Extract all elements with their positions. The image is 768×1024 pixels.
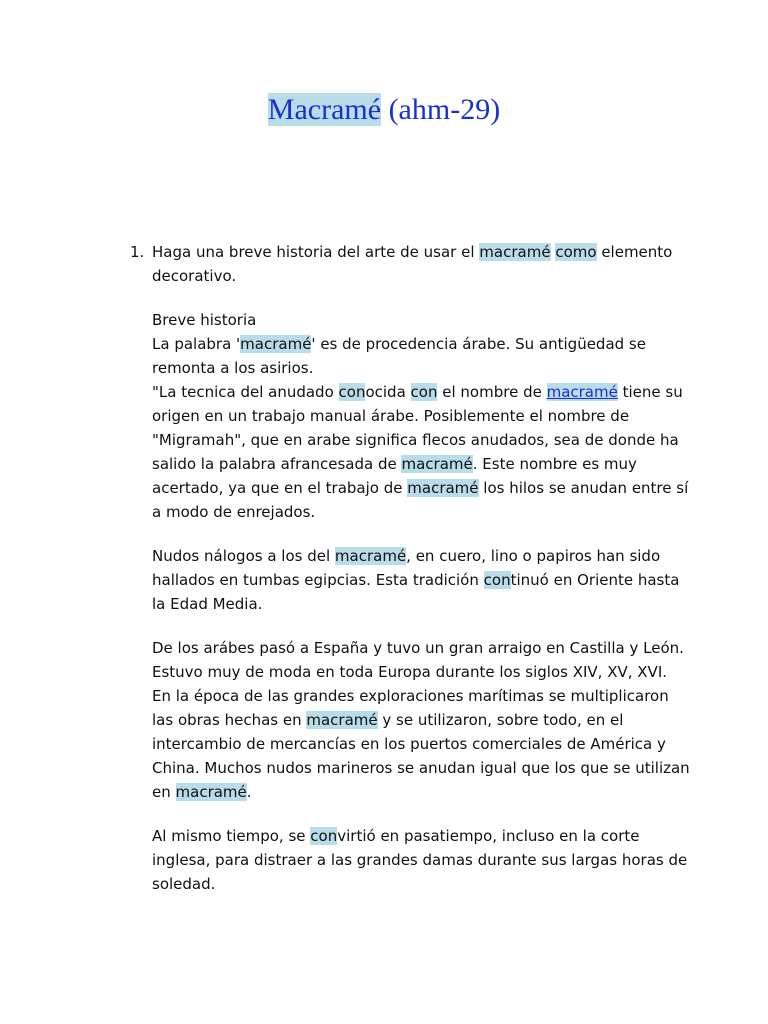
text-run: ocida (365, 383, 411, 401)
section-subheading: Breve historia (152, 311, 257, 329)
paragraph-egypt (152, 544, 690, 616)
search-highlight: macramé (407, 479, 479, 497)
text-run: . Este nombre es muy acertado, ya que en el trabajo de (152, 455, 637, 497)
numbered-list (130, 240, 690, 916)
search-highlight: con (310, 827, 338, 845)
question-text (152, 240, 690, 288)
question-part: elemento decorativo. (152, 243, 673, 285)
search-highlight: con (483, 571, 511, 589)
search-highlight: macramé (240, 335, 312, 353)
paragraph-pastime (152, 824, 690, 896)
paragraph-spain (152, 636, 690, 804)
text-run: los hilos se anudan entre sí a modo de enrejados. (152, 479, 689, 521)
macrame-link[interactable]: macramé (546, 383, 618, 401)
search-highlight: como (555, 243, 597, 261)
item-number: 1. (130, 243, 145, 261)
text-run: ' es de procedencia árabe. Su antigüedad se remonta a los asirios. (152, 335, 646, 377)
text-run: Al mismo tiempo, se (152, 827, 311, 845)
question-part: Haga una breve historia del arte de usar el (152, 243, 480, 261)
page-title (0, 88, 768, 132)
text-run: La palabra ' (152, 335, 241, 353)
title-code: (ahm-29) (381, 93, 501, 126)
text-run: virtió en pasatiempo, incluso en la corte inglesa, para distraer a las grandes damas durante sus largas horas de soledad. (152, 827, 688, 893)
search-highlight: macramé (175, 783, 247, 801)
text-run: . (246, 783, 252, 801)
paragraph-origin (152, 332, 690, 524)
text-run: Nudos nálogos a los del (152, 547, 335, 565)
text-run: tiene su origen en un trabajo manual árabe. Posiblemente el nombre de "Migramah", que en arabe significa flecos anudados, sea de donde ha salido la palabra afrancesada de (152, 383, 683, 473)
search-highlight: macramé (479, 243, 551, 261)
search-highlight: macramé (306, 711, 378, 729)
search-highlight: macramé (334, 547, 407, 565)
text-run: el nombre de (437, 383, 547, 401)
search-highlight: macramé (401, 455, 473, 473)
item-body (152, 240, 690, 916)
search-highlight: con (410, 383, 438, 401)
list-item (130, 240, 690, 916)
search-highlight: con (338, 383, 366, 401)
title-highlight: Macramé (267, 93, 382, 126)
text-run: y se utilizaron, sobre todo, en el intercambio de mercancías en los puertos comerciales de América y China. Muchos nudos marineros se anudan igual que los que se utilizan en (152, 711, 690, 801)
text-run: "La tecnica del anudado (152, 383, 339, 401)
text-run: tinuó en Oriente hasta la Edad Media. (152, 571, 680, 613)
text-run: , en cuero, lino o papiros han sido hallados en tumbas egipcias. Esta tradición (152, 547, 661, 589)
text-run: De los arábes pasó a España y tuvo un gran arraigo en Castilla y León. Estuvo muy de moda en toda Europa durante los siglos XIV, XV, XVI. En la época de las grandes exploraciones marítimas se multiplicaron las obras hechas en (152, 639, 684, 729)
